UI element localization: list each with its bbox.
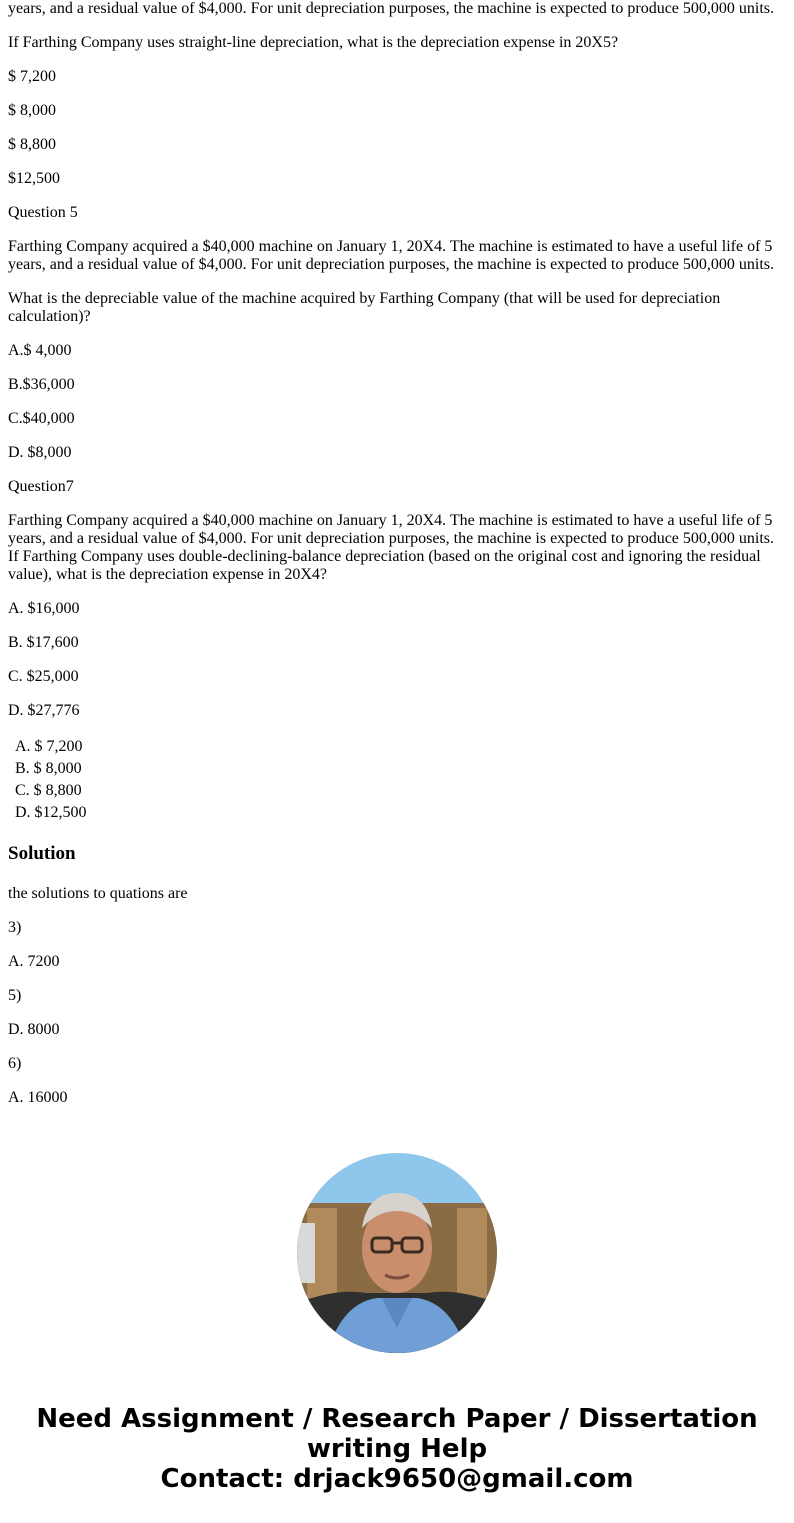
q3-continued-text: years, and a residual value of $4,000. For unit depreciation purposes, the machine is expected to produce 500,000 units. <box>8 0 775 17</box>
author-avatar <box>297 1153 497 1353</box>
solution-heading: Solution <box>8 843 76 864</box>
q5-option-a: A.$ 4,000 <box>8 342 72 359</box>
promo-line-1: Need Assignment / Research Paper / Dissertation <box>36 1404 758 1434</box>
solution-line: A. 16000 <box>8 1089 68 1106</box>
solution-intro: the solutions to quations are <box>8 885 188 902</box>
q5-option-b: B.$36,000 <box>8 376 75 393</box>
q5-text: Farthing Company acquired a $40,000 machine on January 1, 20X4. The machine is estimated to have a useful life of 5 years, and a residual value of $4,000. For unit depreciation purposes, the machine is expected to produce 500,000 units. <box>8 238 775 273</box>
q7-option-a: A. $16,000 <box>8 600 80 617</box>
q7-text: Farthing Company acquired a $40,000 machine on January 1, 20X4. The machine is estimated to have a useful life of 5 years, and a residual value of $4,000. For unit depreciation purposes, the machine is expected to produce 500,000 units. If Farthing Company uses double-declining-balance depreciation (based on the original cost and ignoring the residual value), what is the depreciation expense in 20X4? <box>8 512 775 583</box>
q3-prompt: If Farthing Company uses straight-line depreciation, what is the depreciation expense in 20X5? <box>8 34 619 51</box>
q5-prompt: What is the depreciable value of the machine acquired by Farthing Company (that will be used for depreciation calculation)? <box>8 290 721 325</box>
solution-line: 6) <box>8 1055 22 1072</box>
answer-list <box>15 736 215 824</box>
q5-option-d: D. $8,000 <box>8 444 72 461</box>
q3-option-4: $12,500 <box>8 170 60 187</box>
list-item: B. $ 8,000 <box>15 760 82 777</box>
list-item: A. $ 7,200 <box>15 738 83 755</box>
promo-banner <box>0 1404 794 1494</box>
promo-line-2: writing Help <box>306 1434 488 1464</box>
solution-line: D. 8000 <box>8 1021 60 1038</box>
q3-option-3: $ 8,800 <box>8 136 56 153</box>
q7-option-b: B. $17,600 <box>8 634 79 651</box>
q3-option-1: $ 7,200 <box>8 68 56 85</box>
q3-option-2: $ 8,000 <box>8 102 56 119</box>
q7-title: Question7 <box>8 478 74 495</box>
q5-title: Question 5 <box>8 204 78 221</box>
q7-option-c: C. $25,000 <box>8 668 79 685</box>
solution-line: 5) <box>8 987 22 1004</box>
solution-line: 3) <box>8 919 22 936</box>
q5-option-c: C.$40,000 <box>8 410 75 427</box>
solution-line: A. 7200 <box>8 953 60 970</box>
promo-contact[interactable]: Contact: drjack9650@gmail.com <box>160 1464 634 1494</box>
list-item: D. $12,500 <box>15 804 87 821</box>
list-item: C. $ 8,800 <box>15 782 82 799</box>
q7-option-d: D. $27,776 <box>8 702 80 719</box>
author-portrait-image <box>297 1153 497 1353</box>
